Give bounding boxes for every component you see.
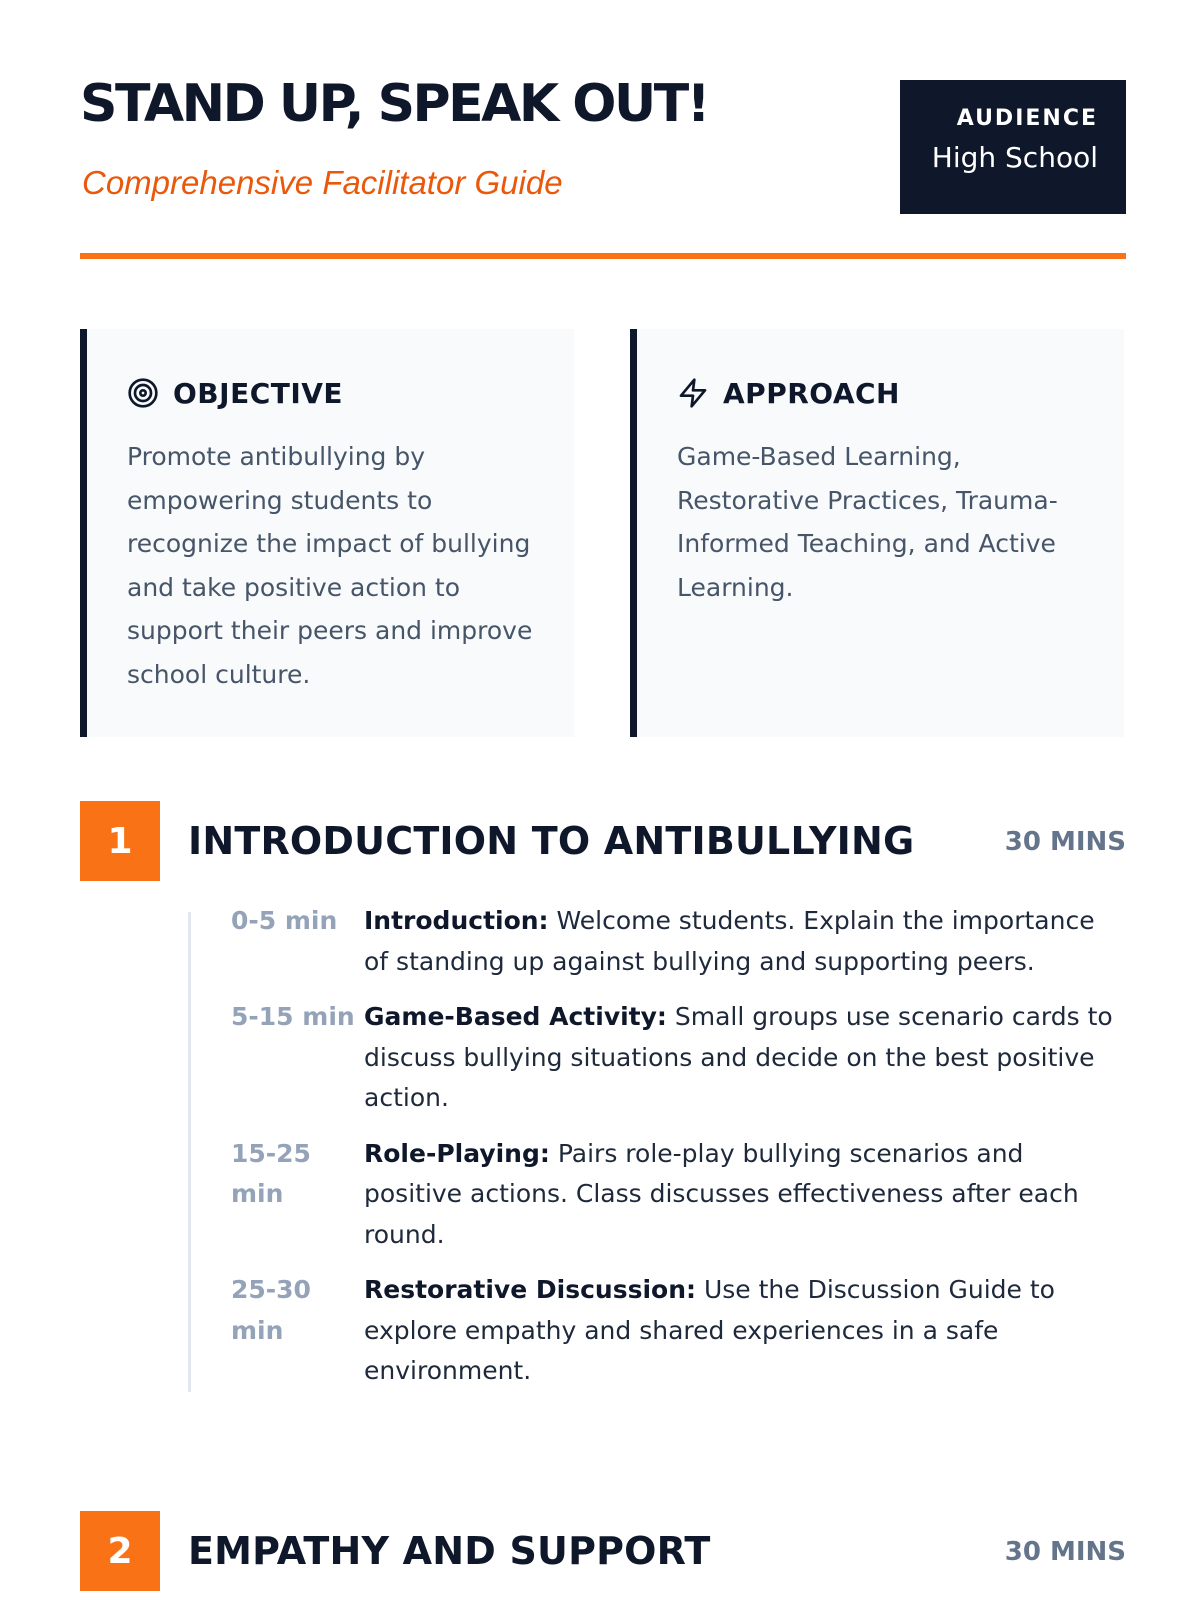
facilitator-guide-page — [80, 0, 1126, 1573]
activity-text: Use the Discussion Guide to explore empathy and shared experiences in a safe environment. — [364, 1275, 1055, 1385]
section-number-badge: 2 — [80, 1511, 160, 1591]
timeline-description — [364, 901, 1126, 982]
info-cards — [80, 329, 1126, 737]
activity-text: Pairs role-play bullying scenarios and positive actions. Class discusses effectiveness after each round. — [364, 1138, 1079, 1249]
timeline-description — [364, 1270, 1126, 1392]
header-divider — [80, 253, 1126, 259]
section-title: INTRODUCTION TO ANTIBULLYING — [188, 819, 915, 863]
objective-card-header — [127, 373, 534, 413]
approach-card — [630, 329, 1124, 737]
lightning-icon — [677, 377, 709, 409]
objective-text: Promote antibullying by empowering students to recognize the impact of bullying and take positive action to support their peers and improve school culture. — [127, 442, 533, 689]
section-2-header — [80, 1511, 1126, 1591]
approach-card-header — [677, 373, 1084, 413]
activity-text: Small groups use scenario cards to discuss bullying situations and decide on the best positive action. — [364, 1002, 1113, 1112]
timeline-time: 15-25 min — [231, 1138, 311, 1208]
activity-label: Game-Based Activity: — [364, 1002, 667, 1031]
objective-title: OBJECTIVE — [173, 376, 344, 410]
timeline-row — [231, 1002, 1126, 1119]
timeline-time: 0-5 min — [231, 906, 338, 935]
page-title: STAND UP, SPEAK OUT! — [80, 74, 708, 134]
guide-header — [80, 0, 1126, 258]
target-icon — [127, 377, 159, 409]
audience-value: High School — [931, 141, 1098, 174]
page-subtitle: Comprehensive Facilitator Guide — [82, 164, 563, 201]
section-1-timeline — [188, 906, 1126, 1392]
approach-text: Game-Based Learning, Restorative Practices, Trauma-Informed Teaching, and Active Learning. — [677, 442, 1058, 602]
timeline-time: 25-30 min — [231, 1275, 311, 1345]
timeline-description — [364, 1134, 1126, 1256]
audience-badge — [900, 80, 1126, 214]
section-title: EMPATHY AND SUPPORT — [188, 1529, 711, 1573]
timeline-row — [231, 906, 1126, 982]
section-duration: 30 MINS — [1004, 827, 1126, 857]
activity-text: Welcome students. Explain the importance of standing up against bullying and supporting peers. — [364, 906, 1095, 976]
timeline-time: 5-15 min — [231, 1002, 355, 1031]
timeline-row — [231, 1138, 1126, 1256]
section-1-header — [80, 801, 1126, 881]
activity-label: Role-Playing: — [364, 1138, 550, 1168]
audience-label: AUDIENCE — [956, 106, 1098, 131]
section-duration: 30 MINS — [1004, 1537, 1126, 1567]
timeline-description — [364, 997, 1126, 1119]
objective-card — [80, 329, 574, 737]
section-number-badge: 1 — [80, 801, 160, 881]
timeline-row — [231, 1275, 1126, 1392]
activity-label: Restorative Discussion: — [364, 1275, 697, 1304]
approach-title: APPROACH — [723, 376, 900, 410]
activity-label: Introduction: — [364, 906, 549, 935]
